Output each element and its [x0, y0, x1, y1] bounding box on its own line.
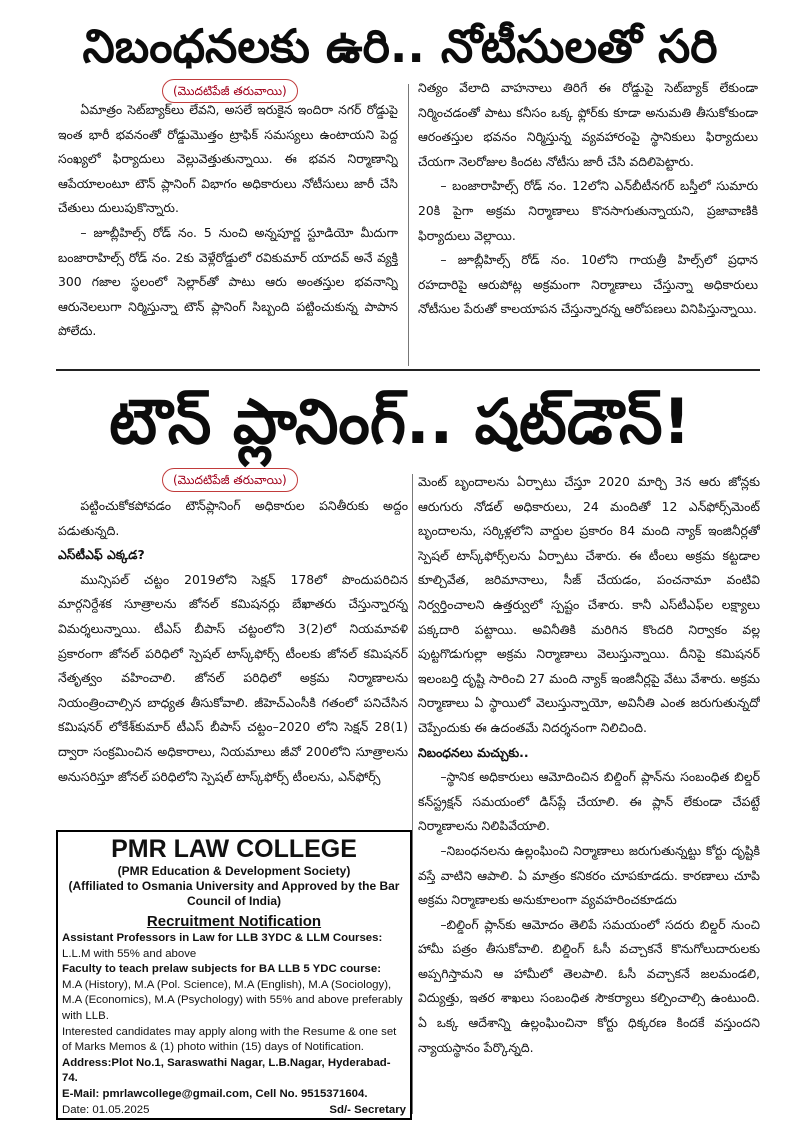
article2-left-body: మున్సిపల్‌ చట్టం 2019లోని సెక్షన్‌ 178లో పొందుపరిచిన మార్గనిర్దేశక సూత్రాలను జోనల్‌ కమిషనర్లు బేఖాతరు చేస్తున్నారన్న విమర్శలున్నాయి. టీఎస్‌ బీపాస్‌ చట్టంలోని 3(2)లో నియమావళి ప్రకారంగా జోనల్‌ పరిధిలో స్పెషల్‌ టాస్క్‌ఫోర్స్‌ టీంలకు జోనల్‌ కమిషనర్‌ నేతృత్వం వహించాలి. జోనల్‌ పరిధిలో అక్రమ నిర్మాణాలను నియంత్రించాల్సిన బాధ్యత తీసుకోవాలి. జీహెచ్‌ఎంసీకి గతంలో పనిచేసిన కమిషనర్‌ లోకేశ్‌కుమార్‌ టీఎస్‌ బీపాస్‌ చట్టం–2020 లోని సెక్షన్‌ 28(1) ద్వారా సంక్రమించిన అధికారాలు, నియమాలు జీవో 200లోని సూత్రాలను అనుసరిస్తూ జోనల్‌ పరిధిలోని స్పెషల్‌ టాస్క్‌ఫోర్స్‌ టీంలను, ఎన్‌ఫోర్స్‌: [58, 571, 408, 784]
article2-headline: టౌన్‌ ప్లానింగ్‌.. షట్‌డౌన్‌!: [109, 385, 691, 458]
signatory: Sd/- Secretary: [329, 1103, 406, 1116]
article2-rule-point: –నిబంధనలను ఉల్లంఘించి నిర్మాణాలు జరుగుతున్నట్టు కోర్టు దృష్టికి వస్తే వాటిని ఆపాలి. ఏ మాత్రం కనికరం చూపకూడదు. కారణాలు చూపి అక్రమ నిర్మాణాలకు అనుకూలంగా వ్యవహరించకూడదు: [418, 842, 760, 908]
article1-headline: నిబంధనలకు ఉరి.. నోటీసులతో సరి: [82, 19, 718, 73]
article1-right-column: [418, 76, 758, 368]
contact-email-phone: E-Mail: pmrlawcollege@gmail.com, Cell No. 9515371604.: [62, 1087, 368, 1100]
column-divider: [412, 474, 413, 1114]
article2-subhead-stf: ఎస్‌టీఎఫ్‌ ఎక్కడ?: [58, 547, 145, 563]
article1-right-paragraph: – బంజారాహిల్స్‌ రోడ్‌ నం. 12లోని ఎన్‌బీటీనగర్‌ బస్తీలో సుమారు 20కి పైగా అక్రమ నిర్మాణాలు కొనసాగుతున్నాయని, ప్రజావాణికి ఫిర్యాదులు వెల్లాయి.: [418, 178, 758, 243]
notification-title: Recruitment Notification: [146, 913, 322, 930]
article1-byline: (మొదటిపేజీ తరువాయి): [162, 79, 298, 103]
recruitment-advertisement: [56, 830, 412, 1120]
college-name: PMR LAW COLLEGE: [111, 835, 357, 863]
article2-rule-point: –బిల్డింగ్‌ ప్లాన్‌కు ఆమోదం తెలిపే సమయంలో సదరు బిల్డర్‌ నుంచి హామీ పత్రం తీసుకోవాలి. బిల్డింగ్‌ ఓసీ వచ్చాకనే కొనుగోలుదారులకు అప్పగిస్తామని ఆ హామీలో తెలపాలి. ఓసీ వచ్చాకనే జలమండలి, విద్యుత్తు, ఇతర శాఖలు సంబంధిత సౌకర్యాలు కల్పించాల్సి ఉంటుంది. ఏ ఒక్క ఆదేశాన్ని ఉల్లంఘించినా కోర్టు ధిక్కరణ కిందకే వస్తుందని న్యాయస్థానం పేర్కొన్నది.: [418, 916, 760, 1055]
article2-rule-point: –స్థానిక అధికారులు ఆమోదించిన బిల్డింగ్‌ ప్లాన్‌ను సంబంధిత బిల్డర్‌ కన్‌స్ట్రక్షన్‌ సమయంలో డిస్‌ప్లే చేయాలి. ఈ ప్లాన్‌ లేకుండా చేపట్టే నిర్మాణాలను నిలిపివేయాలి.: [418, 769, 760, 834]
notice-date: Date: 01.05.2025: [62, 1103, 150, 1116]
article2-right-column: [418, 470, 760, 1116]
section-divider: [56, 369, 760, 371]
column-divider: [408, 84, 409, 366]
article2-subhead-rules: నిబంధనలు మచ్చుకు..: [418, 744, 529, 760]
article1-left-column: [58, 98, 398, 368]
faculty-requirement: M.A (History), M.A (Pol. Science), M.A (English), M.A (Sociology), M.A (Economics), M.A (Psychology) with 55% and above preferably with LLB.: [62, 978, 403, 1022]
article1-right-paragraph: నిత్యం వేలాది వాహనాలు తిరిగే ఈ రోడ్డుపై సెట్‌బ్యాక్‌ లేకుండా నిర్మించడంతో పాటు కనీసం ఒక్క ఫ్లోర్‌కు కూడా అనుమతి తీసుకోకుండా ఆరంతస్తుల భవనం నిర్మిస్తున్న వ్యవహారంపై స్థానికులు ఫిర్యాదులు చేయగా నెలరోజుల కిందట నోటీసు జారీ చేసి వదిలిపెట్టారు.: [418, 80, 758, 169]
article2-left-column: [58, 494, 408, 826]
assistant-professor-heading: Assistant Professors in Law for LLB 3YDC & LLM Courses:: [62, 932, 383, 944]
article1-right-paragraph: – జూబ్లీహిల్స్‌ రోడ్‌ నం. 10లోని గాయత్రీ హిల్స్‌లో ప్రధాన రహదారిపై ఆరుపోట్ల అక్రమంగా నిర్మాణాలు చేస్తున్నా అధికారులు నోటీసుల పేరుతో కాలయాపన చేస్తున్నారన్న ఆరోపణలు వినిపిస్తున్నాయి.: [418, 252, 758, 317]
article2-right-body: మెంట్‌ బృందాలను ఏర్పాటు చేస్తూ 2020 మార్చి 3న ఆరు జోన్లకు ఆరుగురు నోడల్‌ అధికారులు, 24 మందితో 12 ఎన్‌ఫోర్స్‌మెంట్‌ బృందాలను, సర్కిళ్లలోని వార్డుల ప్రకారం 84 మంది న్యాక్‌ ఇంజినీర్లతో స్పెషల్‌ టాస్క్‌ఫోర్స్‌లను ఏర్పాటు చేశారు. ఈ టీంలు అక్రమ కట్టడాల కూల్చివేత, జరిమానాలు, సీజ్‌ చేయడం, పంచనామా వంటివి నిర్వర్తించాలని ఉత్తర్వులో స్పష్టం చేశారు. కానీ ఎస్‌టీఎఫ్‌ల లక్ష్యాలు పక్కదారి పట్టాయి. అవినీతికి మరిగిన కొందరి నిర్వాకం వల్ల పుట్టగొడుగుల్లా అక్రమ నిర్మాణాలు వెలుస్తున్నాయి. దీనిపై కమిషనర్‌ ఇలంబర్తి దృష్టి సారించి 27 మంది న్యాక్‌ ఇంజినీర్లపై వేటు వేశారు. అక్రమ నిర్మాణాలు ఏ స్థాయిలో వెలుస్తున్నాయో, అవినీతి ఎంత జరుగుతున్నదో చెప్పేందుకు ఈ ఉదంతమే నిదర్శనంగా నిలిచింది.: [418, 474, 760, 735]
society-name: (PMR Education & Development Society): [117, 864, 351, 878]
assistant-professor-requirement: L.L.M with 55% and above: [62, 947, 197, 960]
article1-left-paragraph: ఏమాత్రం సెట్‌బ్యాక్‌లు లేవని, అసలే ఇరుకైన ఇందిరా నగర్‌ రోడ్డుపై ఇంత భారీ భవనంతో రోడ్డుమొత్తం ట్రాఫిక్‌ సమస్యలు ఉంటాయని పెద్ద సంఖ్యలో ఫిర్యాదులు వెల్లువెత్తుతున్నాయి. ఈ భవన నిర్మాణాన్ని ఆపేయాలంటూ టౌన్‌ ప్లానింగ్‌ విభాగం అధికారులు నోటీసులు జారీ చేసి చేతులు దులుపుకొన్నారు.: [58, 102, 398, 216]
footer-row: [58, 1103, 410, 1119]
affiliation-note: (Affiliated to Osmania University and Approved by the Bar Council of India): [68, 879, 400, 908]
article2-byline: (మొదటిపేజీ తరువాయి): [162, 468, 298, 492]
application-instructions: Interested candidates may apply along with the Resume & one set of Marks Memos & (1) photo within (15) days of Notification.: [62, 1025, 397, 1054]
article1-left-paragraph: – జూబ్లీహిల్స్‌ రోడ్‌ నం. 5 నుంచి అన్నపూర్ణ స్టూడియో మీదుగా బంజారాహిల్స్‌ రోడ్‌ నం. 2కు వెళ్లేరోడ్డులో రవికుమార్‌ యాదవ్‌ అనే వ్యక్తి 300 గజాల స్థలంలో సెల్లార్‌తో పాటు ఆరు అంతస్తుల భవనాన్ని ఆరునెలలుగా నిర్మిస్తున్నా టౌన్‌ ప్లానింగ్‌ సిబ్బంది పట్టించుకున్న పాపాన పోలేదు.: [58, 224, 398, 339]
address: Address:Plot No.1, Saraswathi Nagar, L.B.Nagar, Hyderabad-74.: [62, 1056, 391, 1085]
article2-intro: పట్టించుకోకపోవడం టౌన్‌ప్లానింగ్‌ అధికారుల పనితీరుకు అద్దం పడుతున్నది.: [58, 498, 408, 538]
faculty-heading: Faculty to teach prelaw subjects for BA LLB 5 YDC course:: [62, 963, 382, 976]
